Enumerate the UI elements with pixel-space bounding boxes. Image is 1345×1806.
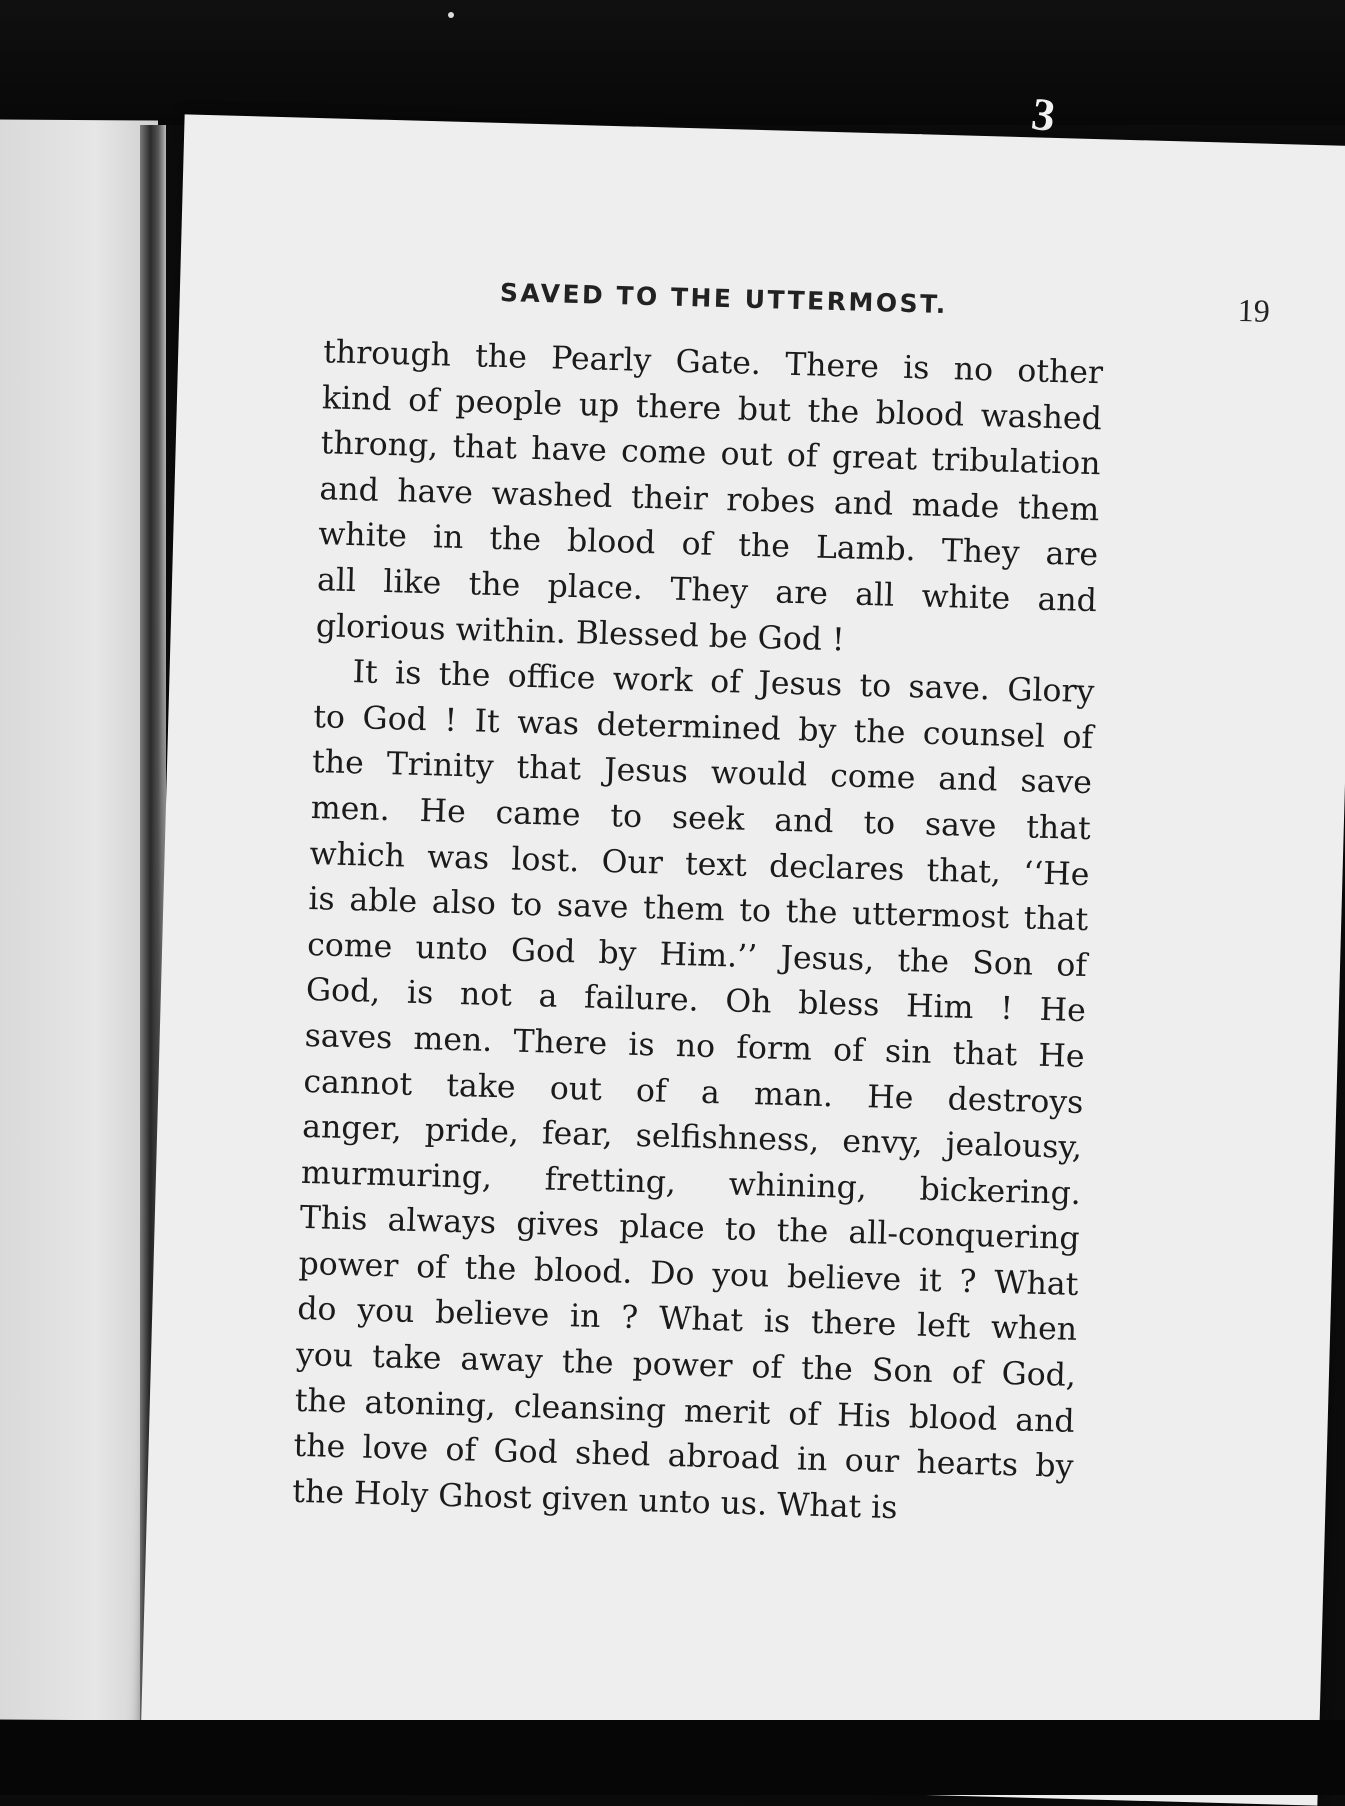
text-line: which was lost. Our text declares that, ‘‘He [309, 835, 1090, 893]
text-line: saves men. There is no form of sin that He [304, 1017, 1085, 1075]
paragraph [315, 330, 1103, 670]
facing-page-edge [0, 119, 158, 1720]
running-head: SAVED TO THE UTTERMOST. [499, 277, 949, 320]
scan-background-top [0, 0, 1345, 125]
text-line: men. He came to seek and to save that [310, 789, 1092, 848]
text-line: the love of God shed abroad in our hearts by [293, 1428, 1074, 1486]
scan-background-bottom [0, 1720, 1345, 1795]
dust-speck [448, 12, 454, 18]
text-line: and have washed their robes and made them [319, 470, 1100, 529]
text-line: kind of people up there but the blood washed [321, 379, 1103, 437]
text-line: white in the blood of the Lamb. They are [317, 516, 1099, 574]
text-line: is able also to save them to the uttermost that [307, 881, 1089, 939]
text-line: throng, that have come out of great tribulation [320, 425, 1102, 483]
text-line: cannot take out of a man. He destroys [303, 1063, 1084, 1121]
text-line: glorious within. Blessed be God ! [315, 607, 846, 658]
text-line: This always gives place to the all-conquering [299, 1200, 1081, 1258]
text-line: anger, pride, fear, selfishness, envy, jealousy, [301, 1109, 1083, 1167]
text-line: the Trinity that Jesus would come and save [311, 744, 1093, 802]
text-line: power of the blood. Do you believe it ? What [298, 1245, 1079, 1303]
text-line: you take away the power of the Son of God, [295, 1336, 1077, 1394]
text-line: to God ! It was determined by the counsel of [312, 698, 1094, 756]
text-line: God, is not a failure. Oh bless Him ! He [305, 972, 1087, 1030]
page-header [499, 277, 1271, 329]
text-line: all like the place. They are all white and [316, 562, 1098, 620]
corner-ink-mark: 3 [1028, 87, 1059, 142]
text-line: do you believe in ? What is there left when [296, 1291, 1078, 1349]
text-line: come unto God by Him.’’ Jesus, the Son of [306, 926, 1088, 984]
text-line: the Holy Ghost given unto us. What is [291, 1473, 898, 1526]
paragraph [292, 649, 1095, 1536]
text-line: the atoning, cleansing merit of His blood and [294, 1382, 1076, 1440]
text-line: murmuring, fretting, whining, bickering. [300, 1154, 1082, 1212]
text-line: through the Pearly Gate. There is no other [322, 334, 1104, 392]
page-number: 19 [1237, 291, 1271, 329]
page-body-text [292, 330, 1104, 1536]
text-line: It is the office work of Jesus to save. Glory [352, 654, 1095, 711]
book-page [140, 114, 1345, 1805]
